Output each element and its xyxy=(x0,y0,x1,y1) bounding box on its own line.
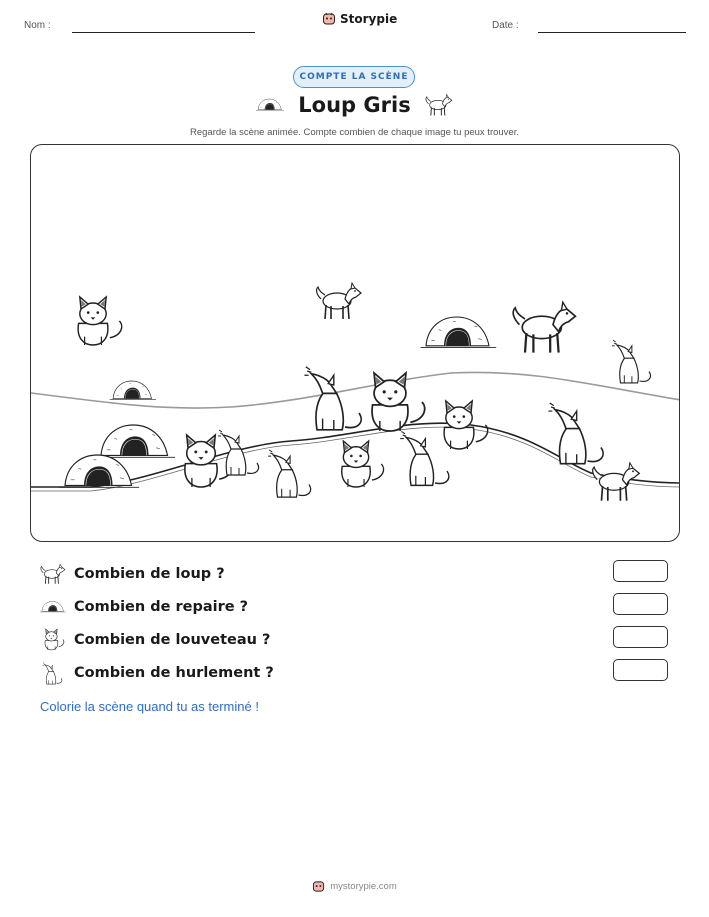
question-text: Combien de loup ? xyxy=(74,566,225,582)
pup-2 xyxy=(372,373,425,431)
answer-box-wolf[interactable] xyxy=(613,560,668,582)
page-title: Loup Gris xyxy=(298,93,411,117)
pup-5 xyxy=(342,441,384,487)
answer-box-pup[interactable] xyxy=(613,626,668,648)
brand-name: Storypie xyxy=(340,12,398,26)
question-howl xyxy=(40,661,274,685)
wolf-pup-icon xyxy=(40,628,66,652)
storypie-logo-icon xyxy=(322,12,336,26)
title-row xyxy=(0,92,709,118)
pup-3 xyxy=(444,401,488,449)
date-field[interactable] xyxy=(538,32,686,33)
howling-wolf-icon xyxy=(40,661,66,685)
instructions: Regarde la scène animée. Compte combien de chaque image tu peux trouver. xyxy=(189,127,519,138)
den-icon xyxy=(256,96,284,114)
howl-6 xyxy=(400,431,449,485)
answer-box-den[interactable] xyxy=(613,593,668,615)
answer-box-howl[interactable] xyxy=(613,659,668,681)
question-pup xyxy=(40,628,270,652)
howl-4 xyxy=(218,430,259,475)
wolf-3 xyxy=(593,463,640,501)
footer xyxy=(0,880,709,893)
scene-illustration xyxy=(31,145,680,542)
scene-frame xyxy=(30,144,680,542)
date-label: Date : xyxy=(492,20,519,31)
wolf-1 xyxy=(317,283,361,319)
question-den xyxy=(40,595,248,619)
question-text: Combien de hurlement ? xyxy=(74,665,274,681)
howl-5 xyxy=(268,450,311,497)
den-1 xyxy=(110,381,156,400)
den-2 xyxy=(421,317,497,348)
activity-badge: COMPTE LA SCÈNE xyxy=(293,66,415,88)
pup-1 xyxy=(78,297,122,345)
den-4 xyxy=(59,455,139,487)
wolf-2 xyxy=(513,302,575,352)
storypie-logo-icon xyxy=(312,880,325,893)
howl-1 xyxy=(612,340,651,383)
howl-2 xyxy=(304,367,361,430)
brand-logo xyxy=(322,12,397,26)
question-text: Combien de repaire ? xyxy=(74,599,249,615)
wolf-icon xyxy=(425,92,453,118)
name-label: Nom : xyxy=(24,20,51,31)
den-icon xyxy=(40,595,66,619)
question-text: Combien de louveteau ? xyxy=(74,632,271,648)
coloring-note: Colorie la scène quand tu as terminé ! xyxy=(40,699,259,714)
pup-4 xyxy=(185,435,232,487)
footer-site: mystorypie.com xyxy=(330,881,397,892)
name-field[interactable] xyxy=(72,32,255,33)
question-wolf xyxy=(40,562,225,586)
den-3 xyxy=(95,425,175,457)
wolf-icon xyxy=(40,562,66,586)
